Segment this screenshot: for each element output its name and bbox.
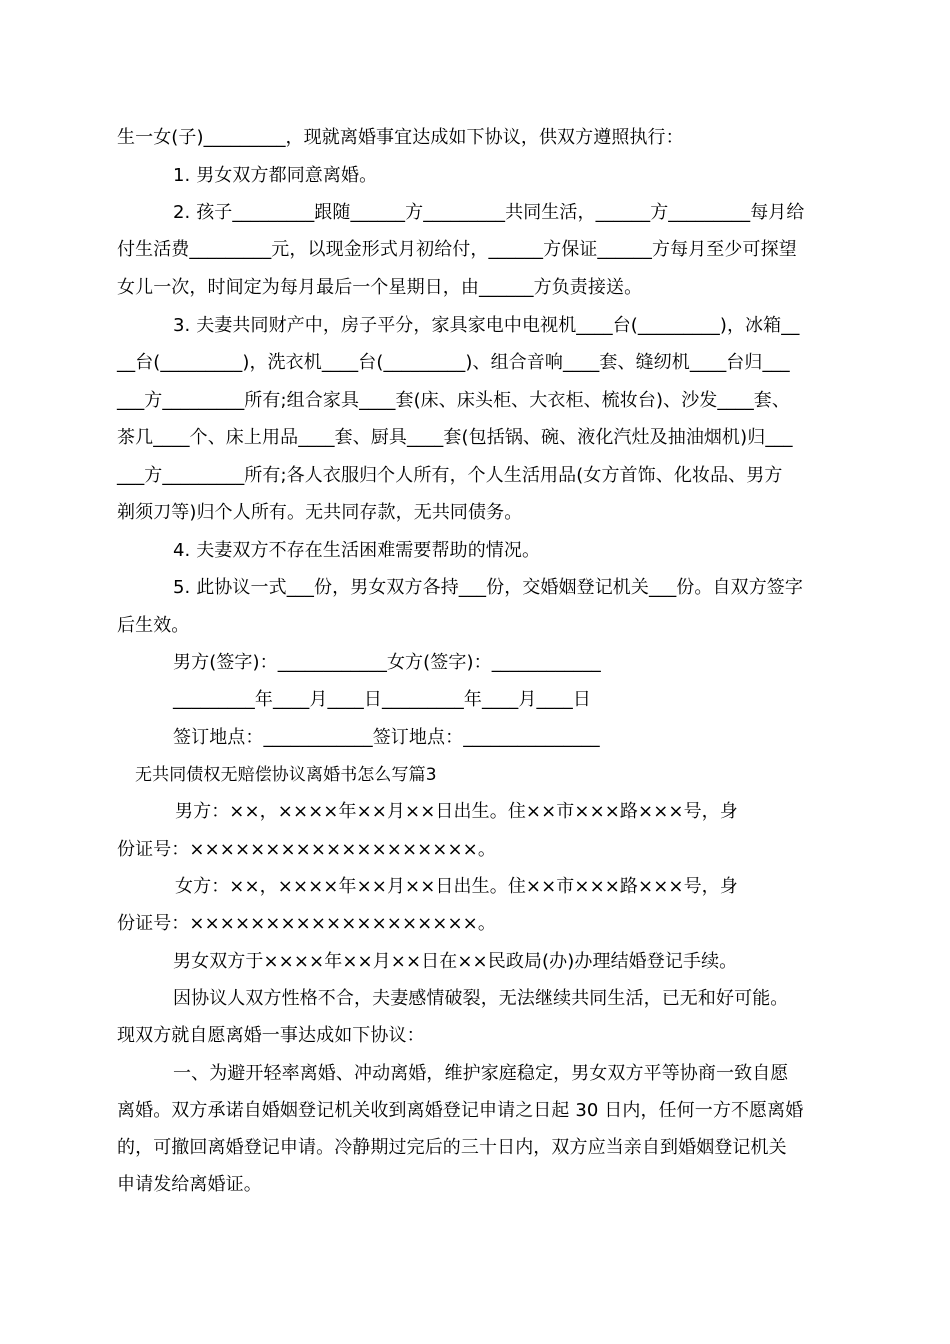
text-line: 离婚。双方承诺自婚姻登记机关收到离婚登记申请之日起 30 日内，任何一方不愿离婚 <box>117 1100 804 1121</box>
text-line: ___方_________所有;各人衣服归个人所有，个人生活用品(女方首饰、化妆品、男方 <box>117 465 783 486</box>
text-line: 申请发给离婚证。 <box>117 1174 262 1195</box>
text-line: 女儿一次，时间定为每月最后一个星期日，由______方负责接送。 <box>117 277 643 298</box>
text-line: 的，可撤回离婚登记申请。冷静期过完后的三十日内，双方应当亲自到婚姻登记机关 <box>117 1137 787 1158</box>
clause-4: 4. 夫妻双方不存在生活困难需要帮助的情况。 <box>173 540 541 561</box>
text-line: ___方_________所有;组合家具____套(床、床头柜、大衣柜、梳妆台)、沙发____套、 <box>117 390 791 411</box>
text-line: 份证号：×××××××××××××××××××。 <box>117 839 496 860</box>
article-1: 一、为避开轻率离婚、冲动离婚，维护家庭稳定，男女双方平等协商一致自愿 <box>173 1063 789 1084</box>
reason-paragraph: 因协议人双方性格不合，夫妻感情破裂，无法继续共同生活，已无和好可能。 <box>173 988 789 1009</box>
female-party-info: 女方：××，××××年××月××日出生。住××市×××路×××号，身 <box>175 876 738 897</box>
clause-5: 5. 此协议一式___份，男女双方各持___份，交婚姻登记机关___份。自双方签字 <box>173 577 803 598</box>
clause-3: 3. 夫妻共同财产中，房子平分，家具家电中电视机____台(_________)，冰箱__ <box>173 315 800 336</box>
clause-1: 1. 男女双方都同意离婚。 <box>173 165 378 186</box>
signing-place-line: 签订地点：____________签订地点：_______________ <box>173 727 600 748</box>
clause-2: 2. 孩子_________跟随______方_________共同生活，______方_________每月给 <box>173 202 805 223</box>
text-line: 现双方就自愿离婚一事达成如下协议： <box>117 1025 425 1046</box>
male-party-info: 男方：××，××××年××月××日出生。住××市×××路×××号，身 <box>175 801 738 822</box>
text-line: 剃须刀等)归个人所有。无共同存款，无共同债务。 <box>117 502 523 523</box>
date-line: _________年____月____日_________年____月____日 <box>173 689 591 710</box>
text-line: __台(_________)，洗衣机____台(_________)、组合音响____套、缝纫机____台归___ <box>117 352 790 373</box>
text-line: 份证号：×××××××××××××××××××。 <box>117 913 496 934</box>
text-line: 茶几____个、床上用品____套、厨具____套(包括锅、碗、液化汽灶及抽油烟机)归___ <box>117 427 793 448</box>
section-heading: 无共同债权无赔偿协议离婚书怎么写篇3 <box>135 765 437 785</box>
text-line: 后生效。 <box>117 615 190 636</box>
text-line: 付生活费_________元，以现金形式月初给付，______方保证______方每月至少可探望 <box>117 239 797 260</box>
signature-line: 男方(签字)：____________女方(签字)：____________ <box>173 652 601 673</box>
marriage-registration: 男女双方于××××年××月××日在××民政局(办)办理结婚登记手续。 <box>173 951 738 972</box>
text-line: 生一女(子)_________，现就离婚事宜达成如下协议，供双方遵照执行： <box>117 127 684 148</box>
